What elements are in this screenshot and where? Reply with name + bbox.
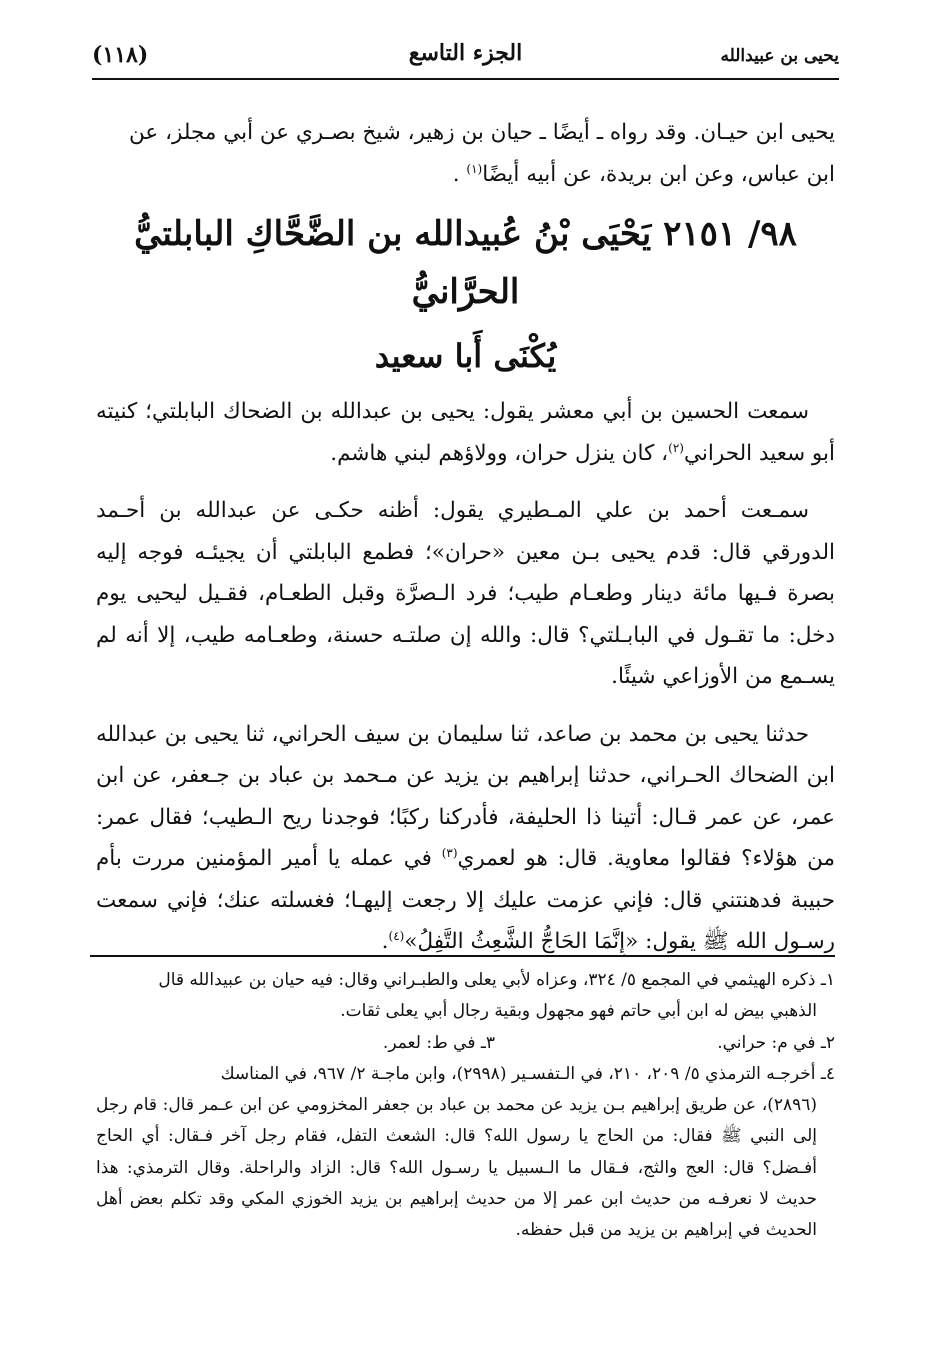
footnote-ref-4: (٤) <box>388 928 405 943</box>
paragraph-1: سمعت الحسين بن أبي معشر يقول: يحيى بن عبدالله بن الضحاك البابلتي؛ كنيته أبو سعيد الحراني$^{(٢)}$، كان ينزل حران، وولاؤهم لبني هاشم. <box>96 399 835 466</box>
intro-line-2: ابن عباس، وعن ابن بريدة، عن أبيه أيضًا$^{(١)}$ . <box>452 161 835 187</box>
footnote-1-continued: الذهبي بيض له ابن أبي حاتم فهو مجهول وبقية رجال أبي يعلى ثقات. <box>340 1001 817 1022</box>
paragraph-gap <box>96 698 835 714</box>
page-header <box>92 36 839 76</box>
header-divider <box>92 78 839 80</box>
paragraph-3: حدثنا يحيى بن محمد بن صاعد، ثنا سليمان بن سيف الحراني، ثنا يحيى بن عبدالله ابن الضحاك الحـراني، حدثنا إبراهيم بن يزيد عن مـحمد بن عباد بن جـعفر، عن ابن عمر، عن عمر قـال: أتينا ذا الحليفة، فأدركنا ركبًا؛ فوجدنا ريح الـطيب؛ فقال عمر: من هؤلاء؟ فقالوا معاوية. قال: هو لعمري$^{(٣)}$ في عمله يا أمير المؤمنين مررت بأم حبيبة فدهنتني قال: فإني عزمت عليك إلا رجعت إليهـا؛ فغسلته عنك؛ فإني سمعت رسـول الله ﷺ يقول: «إِنَّمَا الحَاجُّ الشَّعِثُ التَّفِلُ»$^{(٤)}$. <box>96 721 835 954</box>
entry-title: ٩٨/ ٢١٥١ يَحْيَى بْنُ عُبيدالله بن الضَّحَّاكِ البابلتيُّ الحرَّانيُّ <box>134 214 797 312</box>
footnote-ref-2: (٢) <box>668 440 684 455</box>
paragraph-2: سمـعت أحمد بن علي المـطيري يقول: أظنه حكـى عن عبدالله بن أحـمد الدورقي قال: قدم يحيى بـن معين «حران»؛ فطمع البابلتي أن يجيئـه فوجه إليه بصرة فـيها مائة دينار وطعـام طيب؛ فرد الـصرَّة وقبل الطعـام، فقـيل ليحيى يوم دخل: ما تقـول في البابـلتي؟ قال: والله إن صلتـه حسنة، وطعـامه طيب، إلا أنه لم يسـمع من الأوزاعي شيئًا. <box>96 498 835 689</box>
running-head: يحيى بن عبيدالله <box>720 46 839 66</box>
volume-title: الجزء التاسع <box>408 40 523 66</box>
entry-subtitle: يُكْنَى أَبا سعيد <box>374 337 557 375</box>
footnote-4: ٤ـ أخرجـه الترمذي ٥/ ٢٠٩، ٢١٠، في الـتفسـير (٢٩٩٨)، وابن ماجـة ٢/ ٩٦٧، في المناسك <box>220 1063 835 1084</box>
main-text <box>96 112 835 963</box>
footnote-ref-3: (٣) <box>441 845 458 860</box>
page-number: (١١٨) <box>92 42 149 68</box>
footnote-ref-1: (١) <box>466 161 483 176</box>
footnote-3: ٣ـ في ط: لعمر. <box>382 1032 495 1053</box>
footnotes-2-3 <box>96 1028 835 1059</box>
footnote-4-continued: (٢٨٩٦)، عن طريق إبراهيم بـن يزيد عن محمد بن عباد بن جعفر المخزومي عن ابن عـمر قال: قام رجل إلى النبي ﷺ فقال: من الحاج يا رسول الله؟ قال: الشعث التفل، فقام رجل آخر فـقال: أي الحاج أفـضل؟ قال: العج والثج، فـقال ما الـسبيل يا رسـول الله؟ قال: الزاد والراحلة. وقال الترمذي: هذا حديث لا نعرفـه من حديث ابن عمر إلا من حديث إبراهيم بن يزيد الخوزي المكي وقد تكلم بعض أهل الحديث في إبراهيم بن يزيد من قبل حفظه. <box>96 1095 817 1241</box>
footnote-1: ١ـ ذكره الهيثمي في المجمع ٥/ ٣٢٤، وعزاه لأبي يعلى والطبـراني وقال: فيه حيان بن عبيدالله قال <box>158 970 835 990</box>
footnotes <box>96 965 835 1247</box>
footnote-2: ٢ـ في م: حراني. <box>717 1032 835 1053</box>
footnote-divider <box>90 955 835 957</box>
paragraph-gap <box>96 474 835 490</box>
intro-line-1: يحيى ابن حيـان. وقد رواه ـ أيضًا ـ حيان بن زهير، شيخ بصـري عن أبي مجلز، عن <box>129 120 835 145</box>
